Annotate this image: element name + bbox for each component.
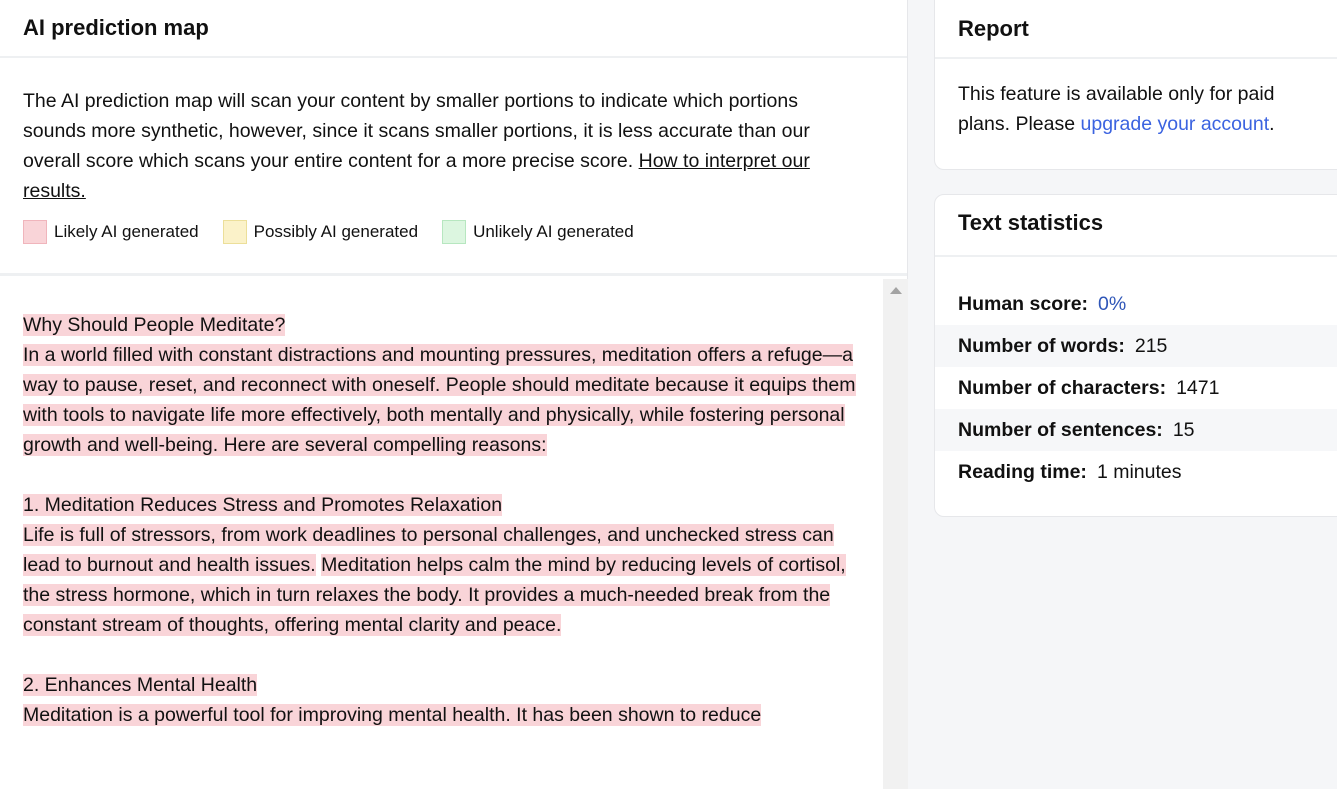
legend-item-possibly [223, 220, 418, 244]
stat-word-count: Number of words: 215 [935, 325, 1337, 367]
section1-paragraph: Life is full of stressors, from work deadlines to personal challenges, and unchecked stress can lead to burnout and health issues. Meditation helps calm the mind by reducing levels of cortisol, the stress hormone, which in turn relaxes the body. It provides a much-needed break from the constant stream of thoughts, offering mental clarity and peace. [23, 524, 846, 636]
prediction-map-description [23, 86, 863, 206]
report-title: Report [958, 16, 1029, 41]
legend-label-likely: Likely AI generated [54, 222, 199, 241]
legend-item-likely [23, 220, 199, 244]
text-heading: Why Should People Meditate? [23, 314, 286, 336]
scroll-up-arrow-icon[interactable] [890, 287, 902, 294]
legend-label-unlikely: Unlikely AI generated [473, 222, 634, 241]
unlikely-ai-swatch [442, 220, 466, 244]
vertical-scrollbar[interactable] [883, 279, 908, 789]
text-intro-paragraph: In a world filled with constant distractions and mounting pressures, meditation offers a refuge—a way to pause, reset, and reconnect with oneself. People should meditate because it equips them with tools to navigate life more effectively, both mentally and physically, while fostering personal growth and well-being. Here are several compelling reasons: [23, 344, 856, 456]
prediction-map-header [0, 0, 907, 58]
analyzed-text [0, 279, 883, 730]
text-statistics-title: Text statistics [958, 210, 1104, 235]
description-text: The AI prediction map will scan your content by smaller portions to indicate which portions sounds more synthetic, however, since it scans smaller portions, it is less accurate than our overall score which scans your entire content for a more precise score. [23, 90, 810, 172]
likely-ai-swatch [23, 220, 47, 244]
stat-sentence-count: Number of sentences: 15 [935, 409, 1337, 451]
report-message: This feature is available only for paid plans. Please upgrade your account. [958, 83, 1275, 135]
text-statistics-card [934, 194, 1337, 517]
stat-human-score: Human score: 0% [958, 292, 1127, 315]
stat-character-count: Number of characters: 1471 [958, 376, 1220, 399]
report-card [934, 0, 1337, 170]
legend-label-possibly: Possibly AI generated [253, 222, 419, 241]
stat-reading-time: Reading time: 1 minutes [958, 460, 1182, 483]
section2-title: 2. Enhances Mental Health [23, 674, 258, 696]
possibly-ai-swatch [223, 220, 247, 244]
prediction-map-description-block [0, 58, 907, 276]
upgrade-account-link[interactable]: upgrade your account [1080, 113, 1270, 135]
interpret-results-link[interactable]: How to interpret our results. [23, 150, 810, 202]
legend [23, 220, 884, 244]
report-header [935, 0, 1337, 59]
text-statistics-header [935, 195, 1337, 257]
stats-list [935, 257, 1337, 493]
section2-paragraph: Meditation is a powerful tool for improving mental health. It has been shown to reduce [23, 704, 762, 726]
legend-item-unlikely [442, 220, 634, 244]
analyzed-text-scroll-area[interactable] [0, 279, 908, 789]
prediction-map-title: AI prediction map [23, 15, 209, 40]
section1-title: 1. Meditation Reduces Stress and Promotes Relaxation [23, 494, 503, 516]
